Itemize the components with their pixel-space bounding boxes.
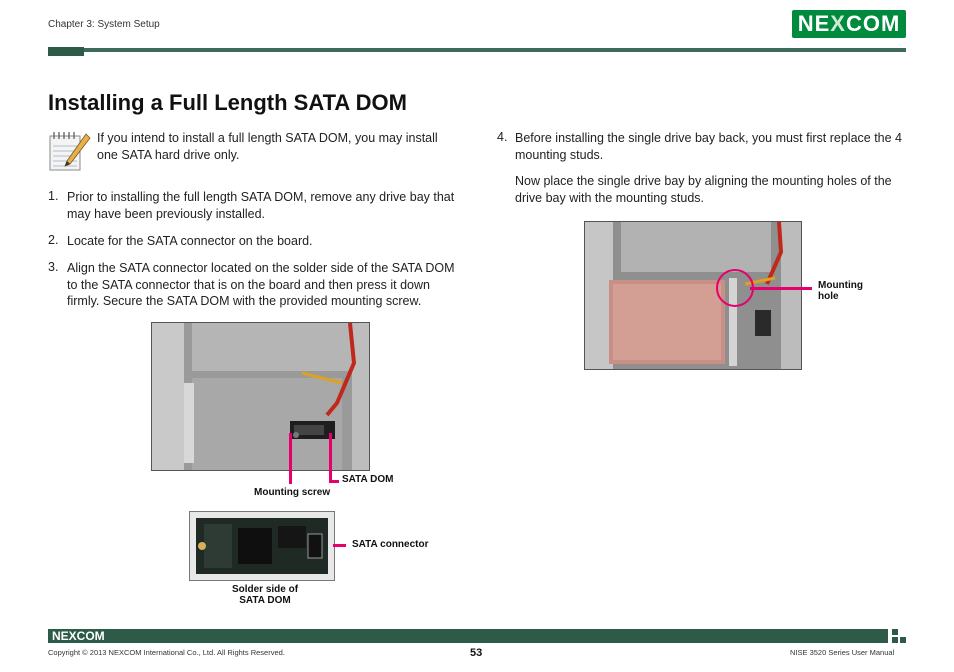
step-text: Align the SATA connector located on the solder side of the SATA DOM to the SATA connector that is on the board and then press it down firmly. Secure the SATA DOM with the provided mounting screw. bbox=[67, 261, 455, 308]
manual-title: NISE 3520 Series User Manual bbox=[790, 648, 895, 657]
photo-drawing bbox=[585, 222, 801, 369]
step-text: Locate for the SATA connector on the board. bbox=[67, 234, 313, 248]
step-number: 3. bbox=[48, 260, 59, 274]
notepad-pencil-icon bbox=[48, 128, 92, 174]
caption-solder-side-line1: Solder side of bbox=[231, 584, 299, 595]
photo-sata-dom-solder-side bbox=[189, 511, 335, 581]
photo-drive-bay bbox=[584, 221, 802, 370]
logo-part-x: X bbox=[830, 11, 846, 36]
step-number: 2. bbox=[48, 233, 59, 247]
footer-square-icon bbox=[892, 637, 898, 643]
caption-sata-dom: SATA DOM bbox=[342, 474, 394, 485]
header-accent-block bbox=[48, 47, 84, 56]
step-number: 1. bbox=[48, 189, 59, 203]
photo-sata-dom-installed bbox=[151, 322, 370, 471]
callout-line-sata-dom-horizontal bbox=[329, 480, 339, 483]
step-text-extra: Now place the single drive bay by aligning the mounting holes of the drive bay with the mounting studs. bbox=[515, 174, 892, 205]
photo-drawing bbox=[152, 323, 369, 470]
step-text: Prior to installing the full length SATA DOM, remove any drive bay that may have been previously installed. bbox=[67, 190, 455, 221]
caption-mounting-hole-line1: Mounting bbox=[818, 280, 863, 291]
copyright-text: Copyright © 2013 NEXCOM International Co., Ltd. All Rights Reserved. bbox=[48, 648, 285, 657]
footer-logo: NEXCOM bbox=[52, 629, 105, 643]
callout-line-sata-connector bbox=[333, 544, 346, 547]
step-text: Before installing the single drive bay back, you must first replace the 4 mounting studs. bbox=[515, 131, 903, 162]
caption-mounting-screw: Mounting screw bbox=[254, 487, 331, 498]
photo-drawing bbox=[190, 512, 334, 580]
footer-bar bbox=[48, 629, 888, 643]
chapter-label: Chapter 3: System Setup bbox=[48, 19, 160, 30]
caption-sata-connector: SATA connector bbox=[352, 539, 429, 550]
footer-square-icon bbox=[900, 637, 906, 643]
note-text: If you intend to install a full length SATA DOM, you may install one SATA hard drive only. bbox=[97, 131, 438, 162]
callout-line-mounting-screw bbox=[289, 433, 292, 484]
callout-line-sata-dom-vertical bbox=[329, 433, 332, 483]
callout-circle-mounting-hole bbox=[716, 269, 754, 307]
step-number: 4. bbox=[497, 130, 508, 144]
caption-mounting-hole-line2: hole bbox=[818, 291, 839, 302]
footer-square-icon bbox=[892, 629, 898, 635]
page-title: Installing a Full Length SATA DOM bbox=[48, 90, 407, 115]
nexcom-logo bbox=[792, 10, 906, 38]
caption-solder-side-line2: SATA DOM bbox=[239, 595, 291, 606]
caption-mounting-hole bbox=[818, 280, 863, 302]
logo-part-com: COM bbox=[845, 11, 901, 36]
callout-line-mounting-hole bbox=[750, 287, 812, 290]
caption-solder-side bbox=[229, 584, 301, 606]
logo-part-ne: NE bbox=[797, 11, 831, 36]
header-rule bbox=[84, 48, 906, 52]
page-number: 53 bbox=[470, 647, 483, 659]
